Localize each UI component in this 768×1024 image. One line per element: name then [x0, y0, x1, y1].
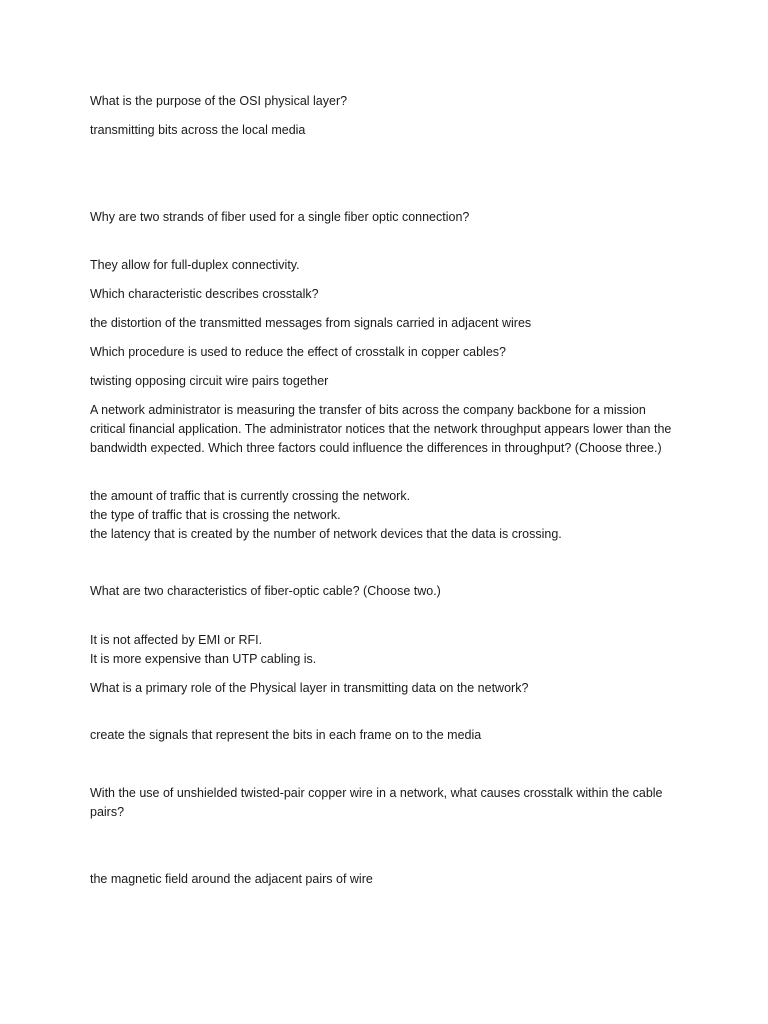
question-utp-crosstalk-cause: With the use of unshielded twisted-pair copper wire in a network, what causes crosstalk within the cable pairs?: [90, 786, 663, 819]
answer-two-fiber-strands: They allow for full-duplex connectivity.: [90, 258, 300, 272]
answer-fiber-characteristic-2: It is more expensive than UTP cabling is.: [90, 652, 317, 666]
question-two-fiber-strands: Why are two strands of fiber used for a single fiber optic connection?: [90, 210, 470, 224]
question-reduce-crosstalk: Which procedure is used to reduce the effect of crosstalk in copper cables?: [90, 345, 506, 359]
question-physical-layer-role: What is a primary role of the Physical layer in transmitting data on the network?: [90, 681, 529, 695]
answer-fiber-characteristic-1: It is not affected by EMI or RFI.: [90, 633, 263, 647]
answer-throughput-factor-1: the amount of traffic that is currently crossing the network.: [90, 489, 411, 503]
question-fiber-characteristics: What are two characteristics of fiber-optic cable? (Choose two.): [90, 584, 441, 598]
answer-reduce-crosstalk: twisting opposing circuit wire pairs together: [90, 374, 329, 388]
question-throughput-factors: A network administrator is measuring the transfer of bits across the company backbone for a mission critical financial application. The administrator notices that the network throughput appears lower than the bandwidth expected. Which three factors could influence the differences in throughput? (Choose three.): [90, 403, 672, 455]
answer-osi-physical-layer: transmitting bits across the local media: [90, 123, 306, 137]
question-crosstalk-characteristic: Which characteristic describes crosstalk?: [90, 287, 319, 301]
answer-physical-layer-role: create the signals that represent the bits in each frame on to the media: [90, 728, 482, 742]
answer-throughput-factor-3: the latency that is created by the number of network devices that the data is crossing.: [90, 527, 562, 541]
answer-throughput-factor-2: the type of traffic that is crossing the network.: [90, 508, 341, 522]
answer-crosstalk-characteristic: the distortion of the transmitted messages from signals carried in adjacent wires: [90, 316, 532, 330]
question-osi-physical-layer: What is the purpose of the OSI physical layer?: [90, 94, 348, 108]
answer-utp-crosstalk-cause: the magnetic field around the adjacent pairs of wire: [90, 872, 373, 886]
